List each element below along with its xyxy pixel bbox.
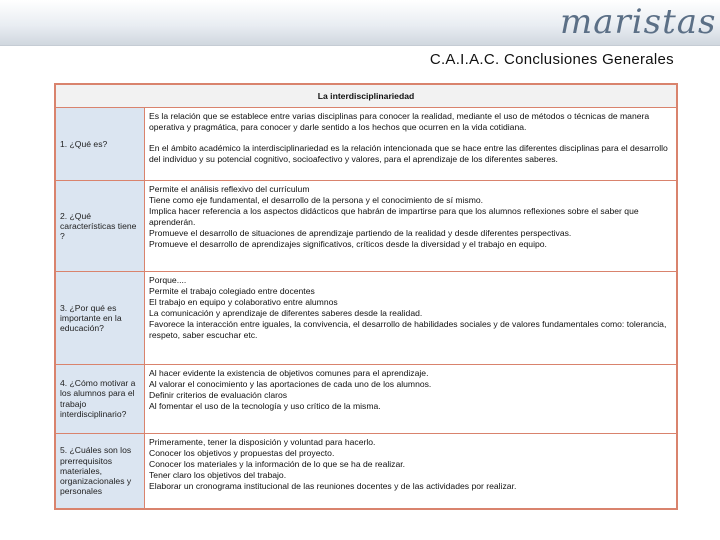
header-band: [0, 0, 720, 46]
answer-line: En el ámbito académico la interdisciplinariedad es la relación intencionada que se hace entre las diferentes disciplinas para el desarrollo del individuo y su potencial cognitivo, socioafectivo y valores, para el aprendizaje de los diferentes saberes.: [149, 143, 668, 164]
answer-line: Tiene como eje fundamental, el desarrollo de la persona y el conocimiento de sí mismo.: [149, 195, 484, 206]
question-cell: [56, 108, 145, 181]
table-row: [56, 364, 677, 433]
answer-line: Favorece la interacción entre iguales, la convivencia, el desarrollo de habilidades sociales y de valores fundamentales como: tolerancia, respeto, saber escuchar etc.: [149, 319, 667, 341]
answer-line: Permite el análisis reflexivo del currículum: [149, 184, 310, 195]
answer-line: La comunicación y aprendizaje de diferentes saberes desde la realidad.: [149, 308, 423, 319]
maristas-logo: maristas: [560, 2, 717, 42]
answer-line: Conocer los objetivos y propuestas del proyecto.: [149, 447, 335, 458]
answer-cell: [145, 272, 677, 364]
answer-line: Porque....: [149, 275, 187, 286]
table-row: [56, 272, 677, 364]
answer-line: El trabajo en equipo y colaborativo entre alumnos: [149, 297, 338, 308]
table-row: [56, 181, 677, 272]
answer-line: Primeramente, tener la disposición y voluntad para hacerlo.: [149, 436, 376, 447]
question-text: 1. ¿Qué es?: [60, 138, 108, 149]
question-cell: [56, 364, 145, 433]
table-row: [56, 433, 677, 508]
answer-cell: [145, 108, 677, 181]
question-cell: [56, 433, 145, 508]
answer-line: Al fomentar el uso de la tecnología y uso crítico de la misma.: [149, 400, 381, 411]
answer-cell: [145, 433, 677, 508]
answer-line: Implica hacer referencia a los aspectos didácticos que habrán de impartirse para que los alumnos reflexiones sobre el saber que aprenderán.: [149, 206, 639, 228]
answer-cell: [145, 181, 677, 272]
answer-line: Elaborar un cronograma institucional de las reuniones docentes y de las actividades por realizar.: [149, 480, 517, 491]
question-text: 5. ¿Cuáles son los prerrequisitos materiales, organizacionales y personales: [60, 445, 132, 497]
question-text: 4. ¿Cómo motivar a los alumnos para el trabajo interdisciplinario?: [60, 378, 136, 419]
answer-line: Definir criterios de evaluación claros: [149, 389, 288, 400]
answer-cell: [145, 364, 677, 433]
answer-line: Promueve el desarrollo de situaciones de aprendizaje partiendo de la realidad y desde diferentes perspectivas.: [149, 228, 572, 239]
answer-line: Al hacer evidente la existencia de objetivos comunes para el aprendizaje.: [149, 367, 429, 378]
table-title: La interdisciplinariedad: [56, 85, 677, 108]
answer-line: Permite el trabajo colegiado entre docentes: [149, 286, 315, 297]
question-text: 3. ¿Por qué es importante en la educación?: [60, 302, 122, 334]
answer-line: Al valorar el conocimiento y las aportaciones de cada uno de los alumnos.: [149, 378, 432, 389]
answer-line: Es la relación que se establece entre varias disciplinas para conocer la realidad, mediante el uso de métodos o técnicas de manera operativa y pragmática, para conocer y darle sentido a los hechos que ocurren en la vida cotidiana.: [149, 111, 650, 132]
answer-line: Promueve el desarrollo de aprendizajes significativos, críticos desde la diversidad y el trabajo en equipo.: [149, 239, 547, 250]
interdisciplinarity-table: [54, 83, 678, 510]
table-row: [56, 108, 677, 181]
question-text: 2. ¿Qué características tiene ?: [60, 210, 137, 242]
question-cell: [56, 181, 145, 272]
answer-line: Tener claro los objetivos del trabajo.: [149, 469, 287, 480]
answer-line: Conocer los materiales y la información de lo que se ha de realizar.: [149, 458, 406, 469]
slide-title: C.A.I.A.C. Conclusiones Generales: [429, 51, 674, 68]
question-cell: [56, 272, 145, 364]
